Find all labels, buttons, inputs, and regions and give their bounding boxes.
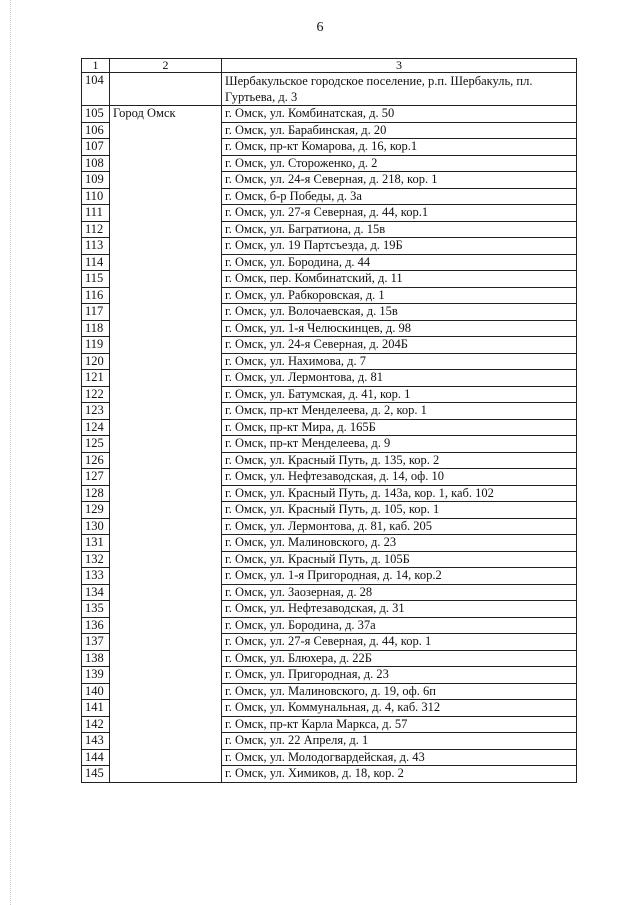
municipality-name bbox=[110, 700, 222, 717]
table-row bbox=[82, 238, 577, 255]
address-cell: г. Омск, ул. Бородина, д. 37а bbox=[222, 617, 577, 634]
table-row bbox=[82, 733, 577, 750]
header-col-1: 1 bbox=[82, 59, 110, 73]
table-row bbox=[82, 304, 577, 321]
address-cell: г. Омск, ул. Пригородная, д. 23 bbox=[222, 667, 577, 684]
address-cell: г. Омск, ул. Бородина, д. 44 bbox=[222, 254, 577, 271]
table-row bbox=[82, 172, 577, 189]
row-number: 137 bbox=[82, 634, 110, 651]
row-number: 112 bbox=[82, 221, 110, 238]
address-cell: г. Омск, ул. Багратиона, д. 15в bbox=[222, 221, 577, 238]
municipality-name bbox=[110, 122, 222, 139]
row-number: 117 bbox=[82, 304, 110, 321]
address-cell: г. Омск, ул. 27-я Северная, д. 44, кор. 1 bbox=[222, 634, 577, 651]
row-number: 115 bbox=[82, 271, 110, 288]
municipality-name bbox=[110, 287, 222, 304]
table-row bbox=[82, 700, 577, 717]
municipality-name bbox=[110, 155, 222, 172]
municipality-name bbox=[110, 254, 222, 271]
municipality-name bbox=[110, 172, 222, 189]
municipality-name bbox=[110, 766, 222, 783]
municipality-name bbox=[110, 353, 222, 370]
address-cell: г. Омск, ул. 1-я Пригородная, д. 14, кор.2 bbox=[222, 568, 577, 585]
address-cell: г. Омск, ул. 24-я Северная, д. 218, кор. 1 bbox=[222, 172, 577, 189]
row-number: 131 bbox=[82, 535, 110, 552]
address-cell: г. Омск, ул. Красный Путь, д. 135, кор. 2 bbox=[222, 452, 577, 469]
municipality-name bbox=[110, 568, 222, 585]
address-cell: г. Омск, ул. Нефтезаводская, д. 31 bbox=[222, 601, 577, 618]
table-row bbox=[82, 584, 577, 601]
table-row bbox=[82, 287, 577, 304]
row-number: 144 bbox=[82, 749, 110, 766]
address-cell: г. Омск, ул. Молодогвардейская, д. 43 bbox=[222, 749, 577, 766]
table-row bbox=[82, 337, 577, 354]
address-cell: г. Омск, б-р Победы, д. 3а bbox=[222, 188, 577, 205]
municipality-name bbox=[110, 271, 222, 288]
row-number: 114 bbox=[82, 254, 110, 271]
row-number: 128 bbox=[82, 485, 110, 502]
address-cell: г. Омск, пр-кт Карла Маркса, д. 57 bbox=[222, 716, 577, 733]
table-row bbox=[82, 122, 577, 139]
address-cell: г. Омск, ул. Малиновского, д. 23 bbox=[222, 535, 577, 552]
address-cell: г. Омск, ул. Заозерная, д. 28 bbox=[222, 584, 577, 601]
municipality-name bbox=[110, 304, 222, 321]
municipality-name bbox=[110, 535, 222, 552]
row-number: 113 bbox=[82, 238, 110, 255]
row-number: 142 bbox=[82, 716, 110, 733]
row-number: 141 bbox=[82, 700, 110, 717]
row-number: 119 bbox=[82, 337, 110, 354]
row-number: 124 bbox=[82, 419, 110, 436]
row-number: 135 bbox=[82, 601, 110, 618]
table-row bbox=[82, 502, 577, 519]
table-row bbox=[82, 716, 577, 733]
table-row bbox=[82, 271, 577, 288]
row-number: 143 bbox=[82, 733, 110, 750]
municipality-name: Город Омск bbox=[110, 106, 222, 123]
address-cell: г. Омск, ул. Красный Путь, д. 105, кор. 1 bbox=[222, 502, 577, 519]
row-number: 125 bbox=[82, 436, 110, 453]
address-cell: г. Омск, ул. Нахимова, д. 7 bbox=[222, 353, 577, 370]
table-row bbox=[82, 320, 577, 337]
municipality-name bbox=[110, 551, 222, 568]
row-number: 118 bbox=[82, 320, 110, 337]
row-number: 122 bbox=[82, 386, 110, 403]
table-row bbox=[82, 667, 577, 684]
row-number: 126 bbox=[82, 452, 110, 469]
address-cell: Шербакульское городское поселение, р.п. Шербакуль, пл. Гуртьева, д. 3 bbox=[222, 73, 577, 106]
table-row bbox=[82, 188, 577, 205]
row-number: 110 bbox=[82, 188, 110, 205]
municipality-name bbox=[110, 716, 222, 733]
row-number: 138 bbox=[82, 650, 110, 667]
row-number: 130 bbox=[82, 518, 110, 535]
table-row bbox=[82, 749, 577, 766]
municipality-name bbox=[110, 634, 222, 651]
row-number: 120 bbox=[82, 353, 110, 370]
table-row bbox=[82, 634, 577, 651]
table-row bbox=[82, 73, 577, 106]
row-number: 129 bbox=[82, 502, 110, 519]
table-row bbox=[82, 106, 577, 123]
address-cell: г. Омск, ул. Волочаевская, д. 15в bbox=[222, 304, 577, 321]
address-cell: г. Омск, ул. 27-я Северная, д. 44, кор.1 bbox=[222, 205, 577, 222]
address-cell: г. Омск, ул. Комбинатская, д. 50 bbox=[222, 106, 577, 123]
table-row bbox=[82, 386, 577, 403]
address-cell: г. Омск, ул. Батумская, д. 41, кор. 1 bbox=[222, 386, 577, 403]
row-number: 127 bbox=[82, 469, 110, 486]
municipality-name bbox=[110, 370, 222, 387]
municipality-name bbox=[110, 205, 222, 222]
municipality-name bbox=[110, 601, 222, 618]
row-number: 106 bbox=[82, 122, 110, 139]
table-row bbox=[82, 205, 577, 222]
municipality-name bbox=[110, 469, 222, 486]
row-number: 132 bbox=[82, 551, 110, 568]
address-cell: г. Омск, ул. Красный Путь, д. 105Б bbox=[222, 551, 577, 568]
table-row bbox=[82, 650, 577, 667]
municipality-name bbox=[110, 188, 222, 205]
municipality-name bbox=[110, 749, 222, 766]
municipality-name bbox=[110, 733, 222, 750]
table-header-row bbox=[82, 59, 577, 73]
municipality-name bbox=[110, 650, 222, 667]
table-row bbox=[82, 766, 577, 783]
table-row bbox=[82, 535, 577, 552]
address-cell: г. Омск, ул. Барабинская, д. 20 bbox=[222, 122, 577, 139]
municipality-name bbox=[110, 436, 222, 453]
municipality-name bbox=[110, 320, 222, 337]
address-cell: г. Омск, ул. Нефтезаводская, д. 14, оф. 10 bbox=[222, 469, 577, 486]
address-cell: г. Омск, ул. 22 Апреля, д. 1 bbox=[222, 733, 577, 750]
address-cell: г. Омск, ул. Химиков, д. 18, кор. 2 bbox=[222, 766, 577, 783]
municipality-name bbox=[110, 73, 222, 106]
address-cell: г. Омск, ул. 24-я Северная, д. 204Б bbox=[222, 337, 577, 354]
row-number: 123 bbox=[82, 403, 110, 420]
row-number: 136 bbox=[82, 617, 110, 634]
municipality-name bbox=[110, 485, 222, 502]
municipality-name bbox=[110, 683, 222, 700]
row-number: 109 bbox=[82, 172, 110, 189]
address-cell: г. Омск, ул. Блюхера, д. 22Б bbox=[222, 650, 577, 667]
municipality-name bbox=[110, 403, 222, 420]
row-number: 121 bbox=[82, 370, 110, 387]
table-row bbox=[82, 469, 577, 486]
address-cell: г. Омск, ул. Коммунальная, д. 4, каб. 312 bbox=[222, 700, 577, 717]
address-cell: г. Омск, пр-кт Мира, д. 165Б bbox=[222, 419, 577, 436]
address-cell: г. Омск, ул. Красный Путь, д. 143а, кор. 1, каб. 102 bbox=[222, 485, 577, 502]
table-row bbox=[82, 403, 577, 420]
header-col-3: 3 bbox=[222, 59, 577, 73]
row-number: 111 bbox=[82, 205, 110, 222]
table-row bbox=[82, 139, 577, 156]
row-number: 107 bbox=[82, 139, 110, 156]
table-body bbox=[82, 73, 577, 783]
row-number: 139 bbox=[82, 667, 110, 684]
address-cell: г. Омск, ул. Стороженко, д. 2 bbox=[222, 155, 577, 172]
row-number: 133 bbox=[82, 568, 110, 585]
address-cell: г. Омск, пр-кт Менделеева, д. 2, кор. 1 bbox=[222, 403, 577, 420]
row-number: 116 bbox=[82, 287, 110, 304]
address-cell: г. Омск, ул. Лермонтова, д. 81 bbox=[222, 370, 577, 387]
address-cell: г. Омск, ул. Лермонтова, д. 81, каб. 205 bbox=[222, 518, 577, 535]
table-row bbox=[82, 683, 577, 700]
municipality-name bbox=[110, 419, 222, 436]
row-number: 145 bbox=[82, 766, 110, 783]
municipality-name bbox=[110, 617, 222, 634]
municipality-name bbox=[110, 518, 222, 535]
municipality-name bbox=[110, 386, 222, 403]
header-col-2: 2 bbox=[110, 59, 222, 73]
address-cell: г. Омск, ул. 19 Партсъезда, д. 19Б bbox=[222, 238, 577, 255]
table-row bbox=[82, 452, 577, 469]
address-cell: г. Омск, ул. 1-я Челюскинцев, д. 98 bbox=[222, 320, 577, 337]
page-number: 6 bbox=[316, 20, 324, 35]
table-row bbox=[82, 370, 577, 387]
table-row bbox=[82, 617, 577, 634]
municipality-name bbox=[110, 238, 222, 255]
table-row bbox=[82, 568, 577, 585]
table-row bbox=[82, 155, 577, 172]
municipality-name bbox=[110, 584, 222, 601]
row-number: 104 bbox=[82, 73, 110, 106]
row-number: 134 bbox=[82, 584, 110, 601]
municipality-name bbox=[110, 502, 222, 519]
table-row bbox=[82, 221, 577, 238]
address-cell: г. Омск, пер. Комбинатский, д. 11 bbox=[222, 271, 577, 288]
table-row bbox=[82, 353, 577, 370]
table-row bbox=[82, 485, 577, 502]
municipality-name bbox=[110, 667, 222, 684]
municipality-name bbox=[110, 139, 222, 156]
row-number: 105 bbox=[82, 106, 110, 123]
address-cell: г. Омск, пр-кт Комарова, д. 16, кор.1 bbox=[222, 139, 577, 156]
address-table bbox=[81, 58, 577, 783]
table-row bbox=[82, 601, 577, 618]
address-cell: г. Омск, ул. Малиновского, д. 19, оф. 6п bbox=[222, 683, 577, 700]
row-number: 140 bbox=[82, 683, 110, 700]
table-row bbox=[82, 419, 577, 436]
table-row bbox=[82, 436, 577, 453]
address-cell: г. Омск, ул. Рабкоровская, д. 1 bbox=[222, 287, 577, 304]
table-row bbox=[82, 551, 577, 568]
address-cell: г. Омск, пр-кт Менделеева, д. 9 bbox=[222, 436, 577, 453]
scan-edge-line bbox=[10, 0, 11, 905]
table-row bbox=[82, 254, 577, 271]
municipality-name bbox=[110, 221, 222, 238]
municipality-name bbox=[110, 337, 222, 354]
row-number: 108 bbox=[82, 155, 110, 172]
municipality-name bbox=[110, 452, 222, 469]
table-row bbox=[82, 518, 577, 535]
